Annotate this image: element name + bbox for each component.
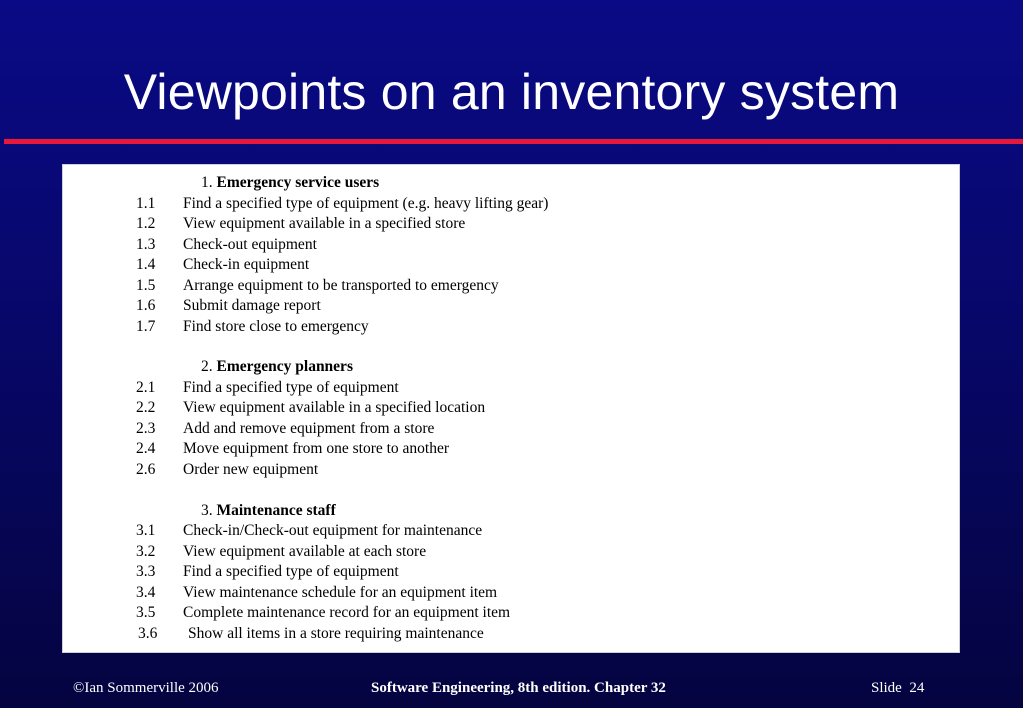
item-text: Find a specified type of equipment — [183, 379, 399, 396]
item-text: Find a specified type of equipment — [183, 563, 399, 580]
section-title: Maintenance staff — [216, 502, 336, 519]
item-number: 1.6 — [136, 297, 156, 314]
item-number: 3.1 — [136, 522, 156, 539]
item-text: Check-in equipment — [183, 256, 310, 273]
item-number: 2.6 — [136, 461, 156, 478]
footer-copyright: ©Ian Sommerville 2006 — [73, 680, 219, 696]
item-number: 1.5 — [136, 277, 156, 294]
item-text: Submit damage report — [183, 297, 321, 314]
section-title: Emergency service users — [216, 174, 380, 191]
item-number: 3.6 — [138, 625, 158, 642]
item-number: 2.2 — [136, 399, 156, 416]
section-heading-3 — [201, 502, 336, 522]
item-text: Order new equipment — [183, 461, 319, 478]
item-number: 3.2 — [136, 543, 156, 560]
item-number: 1.4 — [136, 256, 156, 273]
item-number: 1.3 — [136, 236, 156, 253]
slide-title: Viewpoints on an inventory system — [123, 64, 900, 120]
item-number: 2.1 — [136, 379, 156, 396]
section-title: Emergency planners — [216, 358, 353, 375]
section-heading-2 — [201, 358, 353, 378]
section-number: 3. — [201, 502, 213, 519]
item-text: Complete maintenance record for an equipment item — [183, 604, 511, 621]
viewpoints-panel — [62, 164, 960, 653]
item-text: Check-in/Check-out equipment for maintenance — [183, 522, 483, 539]
item-number: 1.2 — [136, 215, 156, 232]
item-number: 3.4 — [136, 584, 156, 601]
item-text: Show all items in a store requiring maintenance — [188, 625, 484, 642]
section-number: 2. — [201, 358, 213, 375]
item-number: 3.5 — [136, 604, 156, 621]
item-text: Move equipment from one store to another — [183, 440, 450, 457]
section-heading-1 — [201, 174, 379, 194]
title-divider — [4, 139, 1023, 144]
item-text: Add and remove equipment from a store — [183, 420, 435, 437]
slide-label: Slide — [871, 680, 902, 696]
item-text: View equipment available in a specified store — [183, 215, 466, 232]
footer-slide-number — [871, 680, 924, 697]
item-text: Find store close to emergency — [183, 318, 369, 335]
section-number: 1. — [201, 174, 213, 191]
item-text: Arrange equipment to be transported to emergency — [183, 277, 499, 294]
item-number: 1.7 — [136, 318, 156, 335]
item-text: Find a specified type of equipment (e.g. heavy lifting gear) — [183, 195, 549, 212]
item-text: View maintenance schedule for an equipment item — [183, 584, 498, 601]
slide-number: 24 — [909, 680, 925, 696]
item-number: 2.3 — [136, 420, 156, 437]
item-number: 2.4 — [136, 440, 156, 457]
item-number: 1.1 — [136, 195, 156, 212]
item-text: View equipment available at each store — [183, 543, 427, 560]
item-text: View equipment available in a specified location — [183, 399, 486, 416]
item-number: 3.3 — [136, 563, 156, 580]
footer-book-title: Software Engineering, 8th edition. Chapter 32 — [371, 680, 666, 696]
item-text: Check-out equipment — [183, 236, 317, 253]
